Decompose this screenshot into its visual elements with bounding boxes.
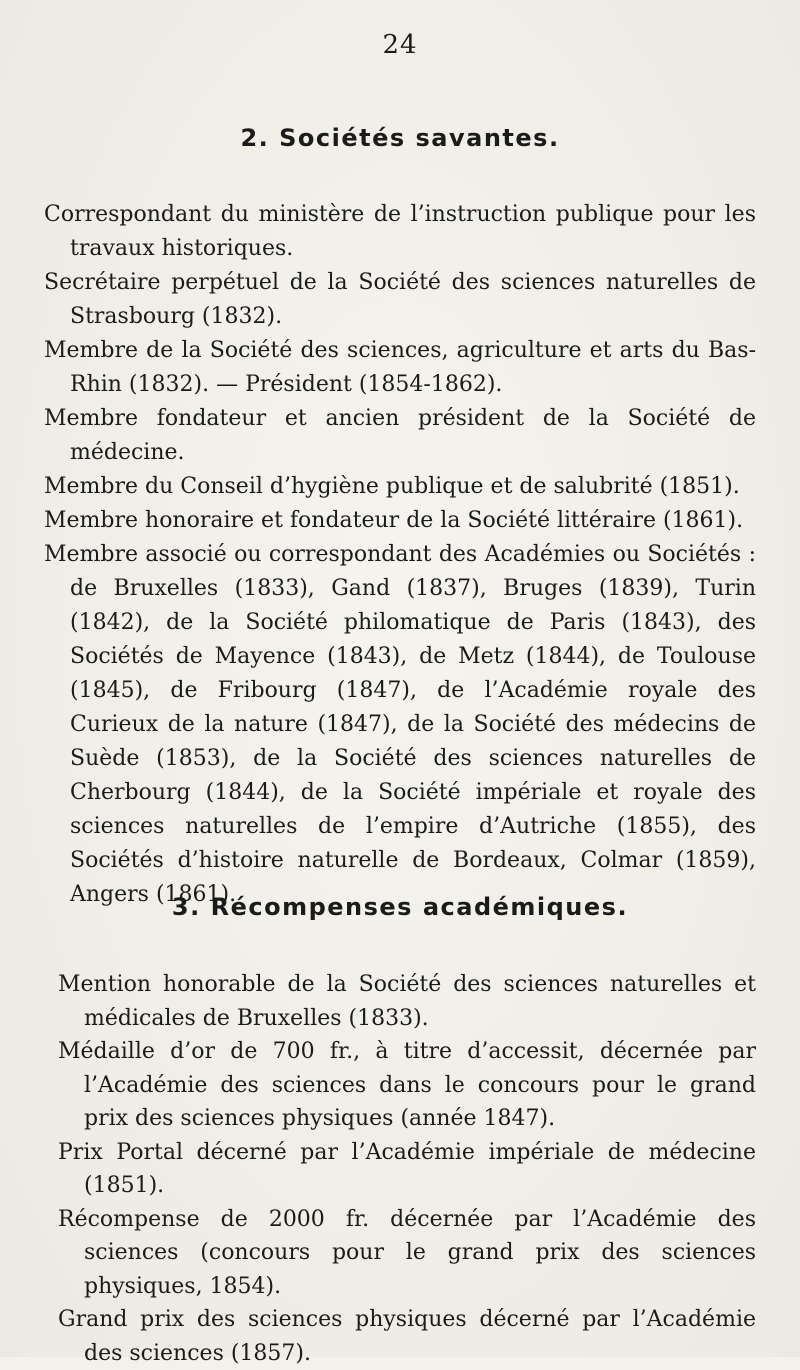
section-heading-societes-savantes: 2. Sociétés savantes. [240, 124, 560, 152]
list-item: Mention honorable de la Société des sciences naturelles et médicales de Bruxelles (1833). [58, 972, 756, 1031]
list-item: Membre honoraire et fondateur de la Société littéraire (1861). [44, 508, 744, 533]
list-item: Membre associé ou correspondant des Académies ou Sociétés : de Bruxelles (1833), Gand (1837), Bruges (1839), Turin (1842), de la Société philomatique de Paris (1843), des Sociétés de Mayence (1843), de Metz (1844), de Toulouse (1845), de Fribourg (1847), de l’Académie royale des Curieux de la nature (1847), de la Société des médecins de Suède (1853), de la Société des sciences naturelles de Cherbourg (1844), de la Société impériale et royale des sciences naturelles de l’empire d’Autriche (1855), des Sociétés d’histoire naturelle de Bordeaux, Colmar (1859), Angers (1861). [44, 542, 756, 907]
list-item: Récompense de 2000 fr. décernée par l’Académie des sciences (concours pour le grand prix des sciences physiques, 1854). [58, 1206, 756, 1299]
list-item: Membre fondateur et ancien président de la Société de médecine. [44, 406, 756, 465]
section-list-recompenses [58, 968, 756, 1370]
list-item: Grand prix des sciences physiques décerné par l’Académie des sciences (1857). [58, 1307, 756, 1366]
section-heading-recompenses: 3. Récompenses académiques. [171, 893, 629, 921]
list-item: Prix Portal décerné par l’Académie impériale de médecine (1851). [58, 1139, 756, 1198]
list-item: Membre de la Société des sciences, agriculture et arts du Bas-Rhin (1832). — Président (1854-1862). [44, 338, 756, 397]
list-item: Correspondant du ministère de l’instruction publique pour les travaux historiques. [44, 202, 756, 261]
page-number: 24 [382, 30, 418, 60]
list-item: Membre du Conseil d’hygiène publique et de salubrité (1851). [44, 474, 740, 499]
list-item: Secrétaire perpétuel de la Société des sciences naturelles de Strasbourg (1832). [44, 270, 756, 329]
list-item: Médaille d’or de 700 fr., à titre d’accessit, décernée par l’Académie des sciences dans le concours pour le grand prix des sciences physiques (année 1847). [58, 1039, 756, 1131]
section-list-societes-savantes [44, 198, 756, 912]
